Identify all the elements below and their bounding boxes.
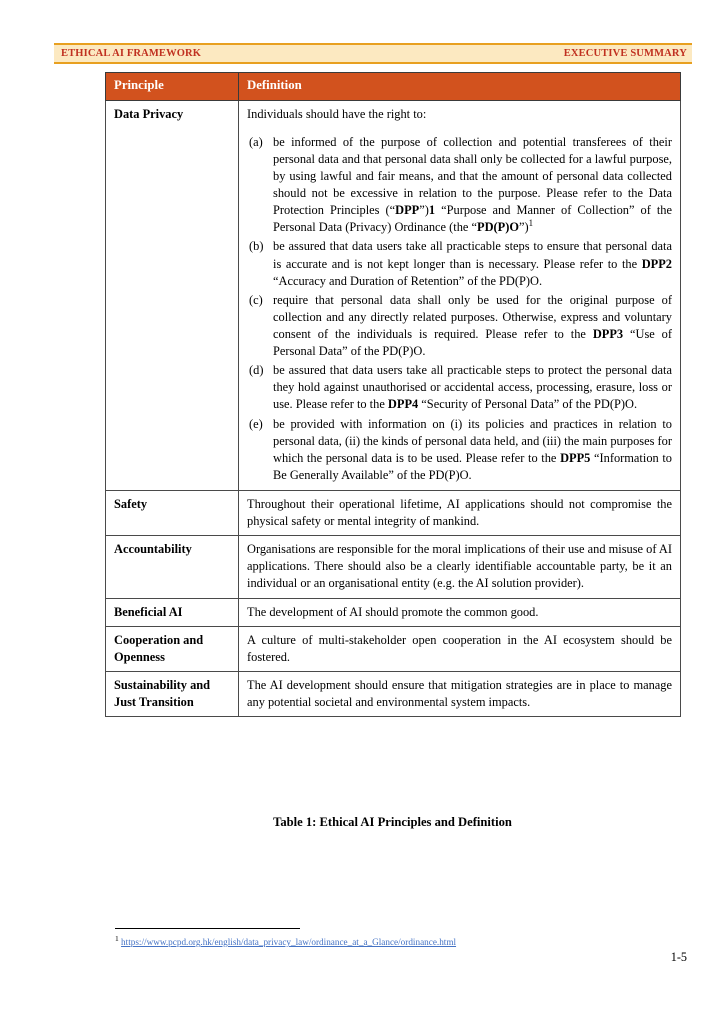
table-body [106,100,681,716]
definition-cell [239,626,681,671]
list-item-text: be informed of the purpose of collection and potential transferees of their personal data and that personal data shall only be collected for a lawful purpose, by using lawful and fair means, and that the amount of personal data collected should not be excessive in relation to the purpose. Please refer to the Data Protection Principles (“DPP”)1 “Purpose and Manner of Collection” of the Personal Data (Privacy) Ordinance (the “PD(P)O”)$^1$ [273,134,672,235]
definition-list-item [247,292,672,360]
list-item-text: require that personal data shall only be used for the original purpose of collection and any directly related purposes. Otherwise, express and voluntary consent of the individuals is required. Please refer to the DPP3 “Use of Personal Data” of the PD(P)O. [273,292,672,359]
list-item-marker: (b) [249,239,264,254]
list-item-text: be assured that data users take all practicable steps to protect the personal data they hold against unauthorised or accidental access, processing, erasure, loss or use. Please refer to the DPP4 “Security of Personal Data” of the PD(P)O. [273,363,672,412]
running-header [54,43,692,64]
table-header [106,73,681,101]
header-section-title: EXECUTIVE SUMMARY [563,48,687,59]
list-item-marker: (d) [249,363,264,378]
definition-list-item [247,362,672,413]
principle-cell: Data Privacy [106,100,239,490]
definition-cell [239,671,681,716]
table-row [106,626,681,671]
list-item-marker: (c) [249,292,263,307]
list-item-marker: (a) [249,134,263,149]
definition-text: A culture of multi-stakeholder open cooperation in the AI ecosystem should be fostered. [247,632,672,664]
footnote-marker: 1 [115,933,119,943]
ethical-ai-principles-table [105,72,681,717]
table-row [106,100,681,490]
principle-cell: Cooperation and Openness [106,626,239,671]
table-row [106,536,681,598]
definition-list-item [247,416,672,484]
table-row [106,598,681,626]
definition-sub-list [247,134,672,484]
page-number: 1-5 [670,950,687,964]
definition-cell [239,490,681,535]
footnote-url-link[interactable]: https://www.pcpd.org.hk/english/data_privacy_law/ordinance_at_a_Glance/ordinance.html [121,937,457,947]
footnote-separator-rule [115,928,300,929]
footnote-reference: 1 [528,218,534,229]
definition-text: The AI development should ensure that mitigation strategies are in place to manage any potential societal and environmental system impacts. [247,677,672,709]
footnote [115,933,655,949]
header-document-title: ETHICAL AI FRAMEWORK [61,48,202,59]
column-header-principle: Principle [106,73,239,101]
column-header-definition: Definition [239,73,681,101]
table-header-row [106,73,681,101]
definition-text: Organisations are responsible for the moral implications of their use and misuse of AI applications. There should also be a clearly identifiable accountable party, be it an individual or an organisational entity (e.g. the AI solution provider). [247,542,672,591]
principle-cell: Beneficial AI [106,598,239,626]
list-item-marker: (e) [249,416,263,431]
table-row [106,671,681,716]
definition-cell [239,100,681,490]
principle-cell: Accountability [106,536,239,598]
definition-text: Throughout their operational lifetime, AI applications should not compromise the physical safety or mental integrity of mankind. [247,496,672,529]
table-row [106,490,681,535]
principle-cell: Safety [106,490,239,535]
list-item-text: be assured that data users take all practicable steps to ensure that personal data is accurate and is not kept longer than is necessary. Please refer to the DPP2 “Accuracy and Duration of Retention” of the PD(P)O. [273,239,672,288]
list-item-text: be provided with information on (i) its policies and practices in relation to personal data, (ii) the kinds of personal data held, and (iii) the main purposes for which the personal data is to be used. Please refer to the DPP5 “Information to Be Generally Available” of the PD(P)O. [273,416,673,482]
definition-list-item [247,238,672,289]
principle-cell: Sustainability and Just Transition [106,671,239,716]
definition-cell [239,536,681,598]
definition-lead-text: Individuals should have the right to: [247,106,427,121]
table-caption: Table 1: Ethical AI Principles and Definition [273,815,512,829]
definition-cell [239,598,681,626]
definition-text: The development of AI should promote the common good. [247,604,539,619]
definition-list-item [247,134,672,237]
